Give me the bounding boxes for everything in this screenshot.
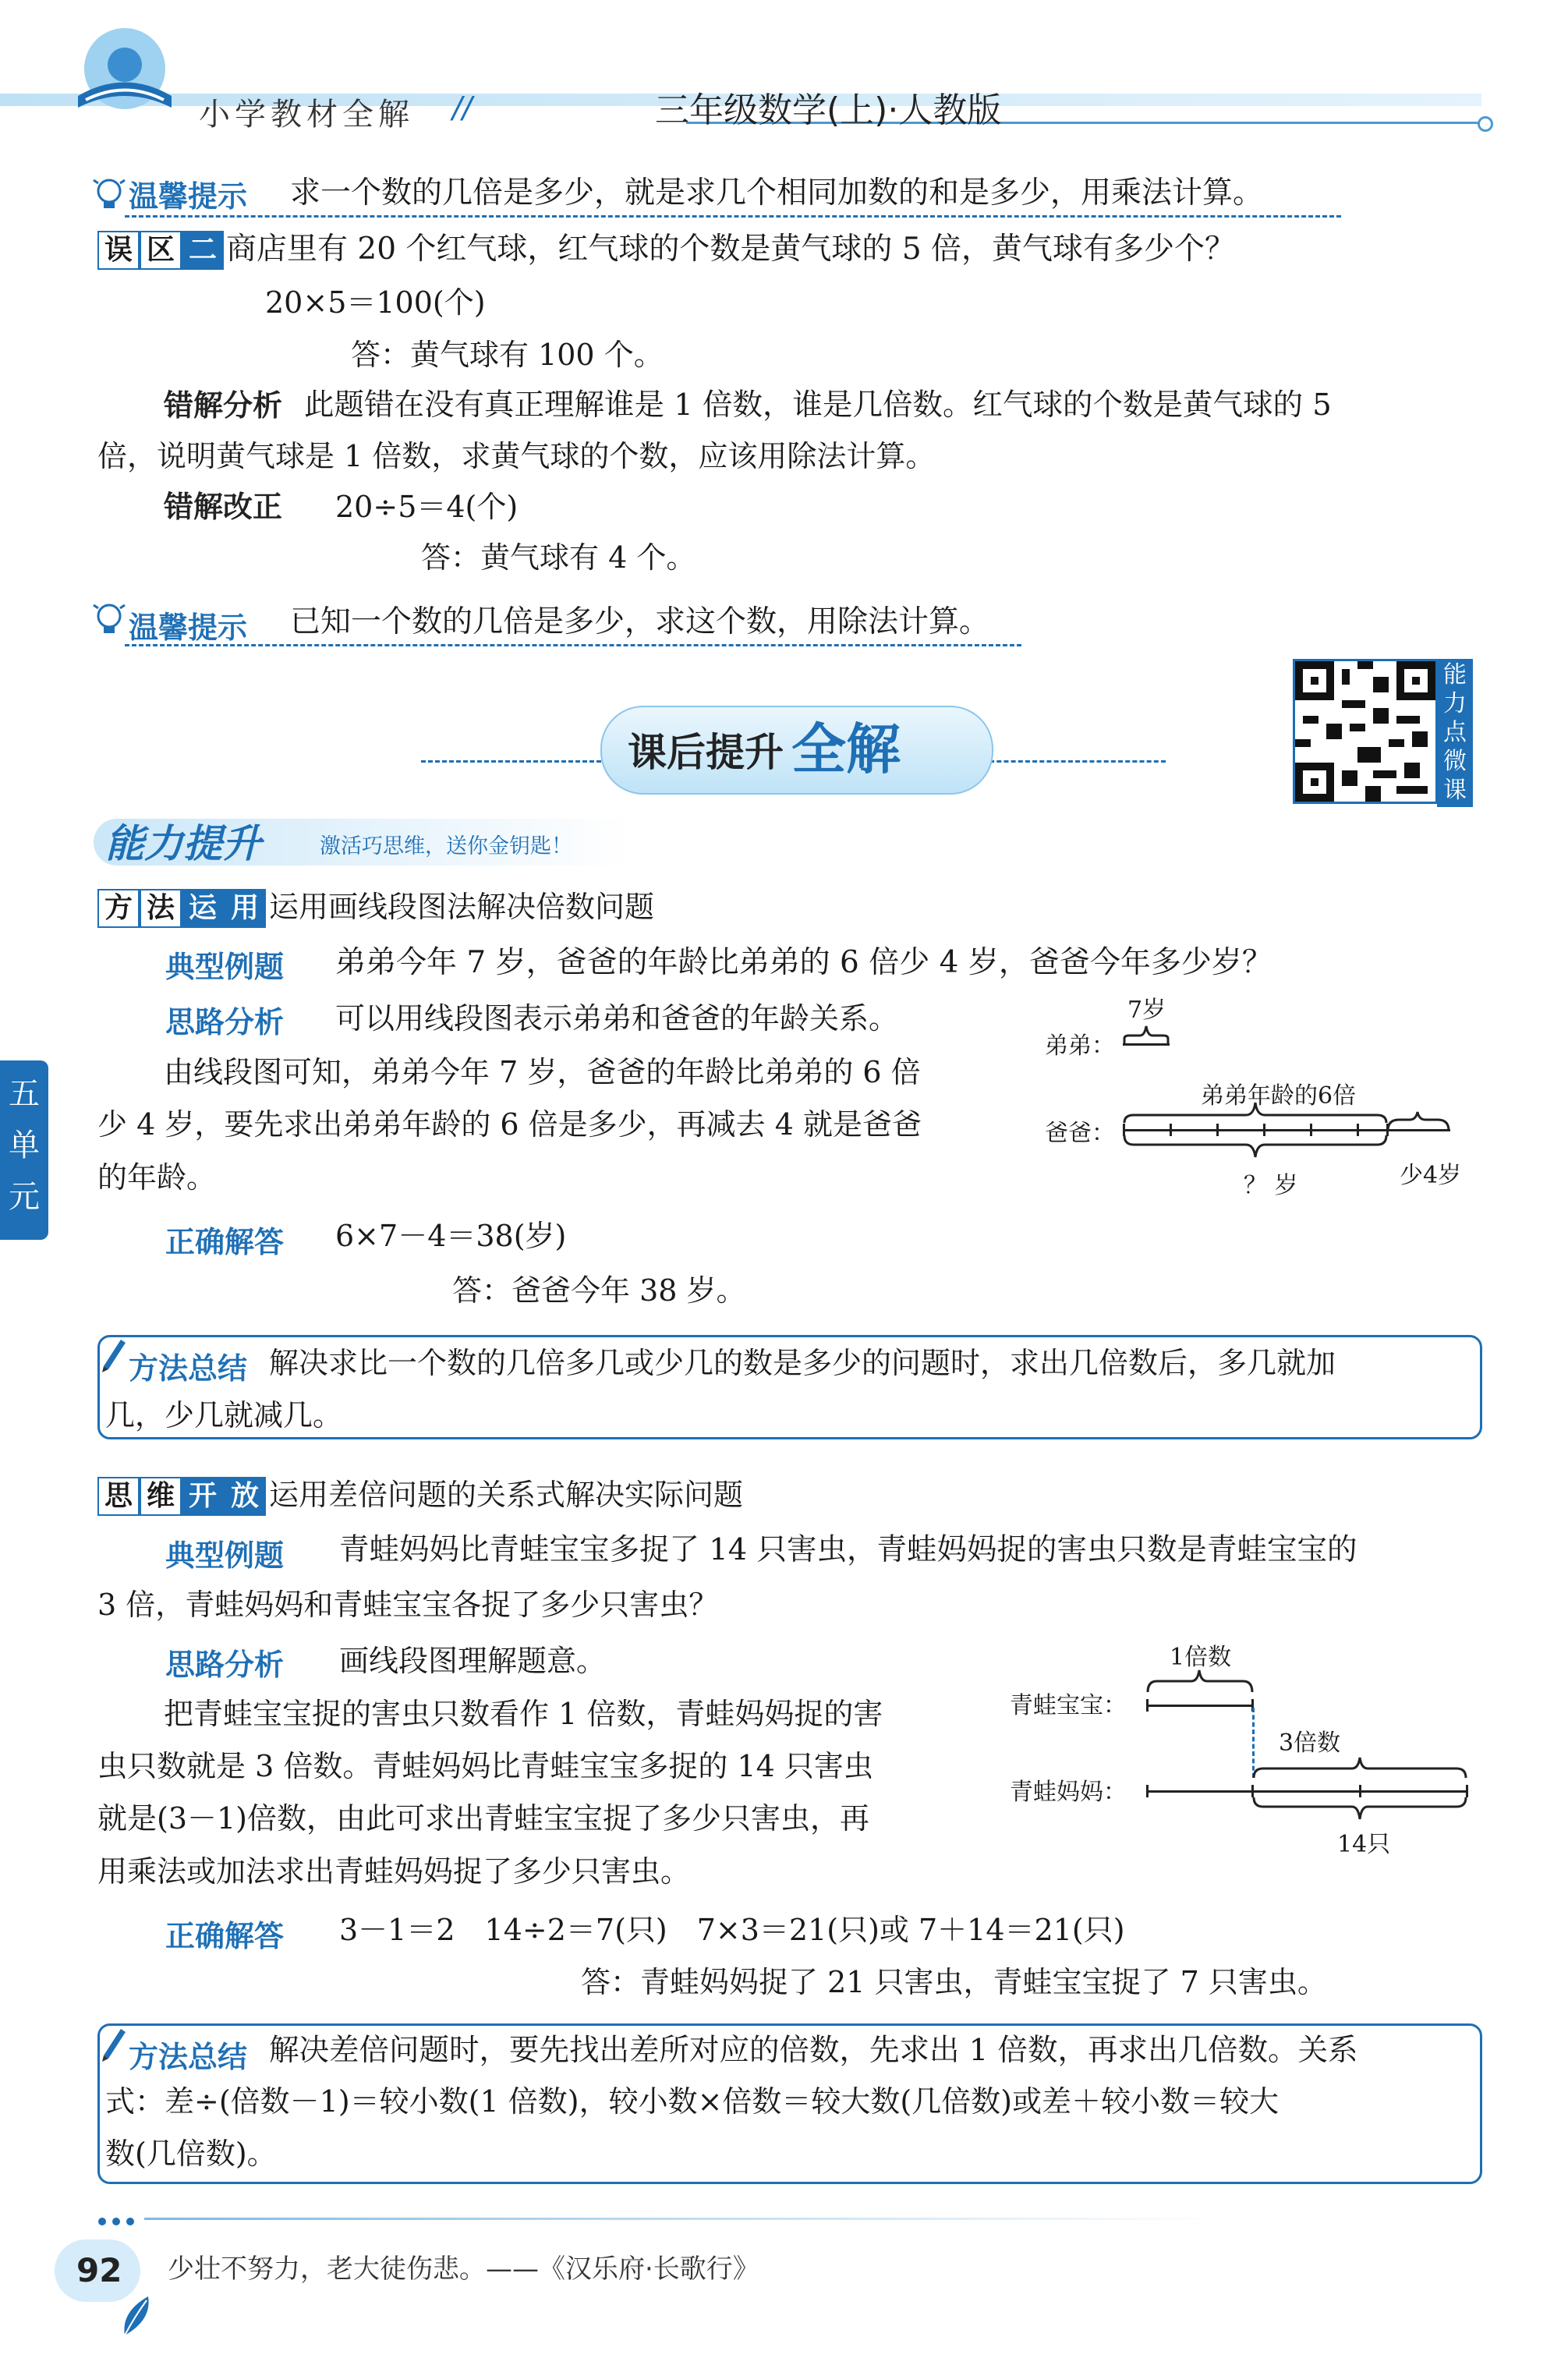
banner-line-left	[421, 760, 608, 763]
summary-2-line-3: 数(几倍数)。	[105, 2137, 277, 2171]
summary-2-label: 方法总结	[129, 2040, 248, 2074]
header-line-end	[1478, 116, 1493, 132]
mom-tick	[1146, 1785, 1149, 1797]
summary-2-line-1: 解决差倍问题时，要先找出差所对应的倍数，先求出 1 倍数，再求出几倍数。关系	[269, 2033, 1358, 2068]
dad-label: 爸爸：	[1045, 1120, 1115, 1147]
header-series: 小学教材全解	[199, 97, 414, 133]
tip-2-text: 已知一个数的几倍是多少，求这个数，用除法计算。	[290, 604, 990, 639]
thinking-example-line-2: 3 倍，青蛙妈妈和青蛙宝宝各捉了多少只害虫？	[97, 1588, 719, 1622]
less-brace	[1386, 1109, 1457, 1140]
age-diagram	[1045, 990, 1481, 1209]
method-answer-calc: 6×7－4＝38(岁)	[335, 1219, 567, 1253]
method-answer-text: 答：爸爸今年 38 岁。	[452, 1273, 746, 1308]
method-title: 运用画线段图法解决倍数问题	[269, 890, 655, 924]
tip-1-label: 温馨提示	[129, 179, 248, 214]
analysis-label: 思路分析	[165, 1005, 285, 1039]
brother-brace	[1123, 1021, 1170, 1053]
banner-line-right	[982, 760, 1166, 763]
analysis-line-1: 此题错在没有真正理解谁是 1 倍数，谁是几倍数。红气球的个数是黄气球的 5	[304, 388, 1332, 423]
thinking-analysis-line-2: 虫只数就是 3 倍数。青蛙妈妈比青蛙宝宝多捉的 14 只害虫	[97, 1749, 873, 1783]
wrong-answer: 答：黄气球有 100 个。	[351, 338, 664, 372]
brother-age: 7岁	[1127, 997, 1166, 1024]
tip-1-text: 求一个数的几倍是多少，就是求几个相同加数的和是多少，用乘法计算。	[290, 175, 1264, 211]
example-label: 典型例题	[165, 1538, 285, 1573]
mistake-2-question: 商店里有 20 个红气球，红气球的个数是黄气球的 5 倍，黄气球有多少个？	[226, 232, 1236, 267]
footer-dots	[97, 2215, 144, 2229]
footer-quote: 少壮不努力，老大徒伤悲。——《汉乐府·长歌行》	[168, 2253, 759, 2285]
footer-line	[144, 2218, 1220, 2220]
logo-icon	[62, 22, 187, 123]
thinking-example-line-1: 青蛙妈妈比青蛙宝宝多捉了 14 只害虫，青蛙妈妈捉的害虫只数是青蛙宝宝的	[339, 1532, 1357, 1567]
mom-segment	[1146, 1790, 1467, 1793]
pencil-icon	[97, 2024, 129, 2066]
qr-code[interactable]	[1293, 659, 1438, 804]
thinking-answer-calc: 3－1＝2 14÷2＝7(只) 7×3＝21(只)或 7＋14＝21(只)	[339, 1913, 1125, 1947]
header-book-title: 三年级数学(上)·人教版	[655, 90, 1002, 130]
one-times-brace	[1146, 1667, 1255, 1695]
summary-1-label: 方法总结	[129, 1351, 248, 1386]
question-label: ？ 岁	[1244, 1172, 1298, 1199]
leaf-icon	[117, 2292, 156, 2342]
six-times-brace	[1123, 1098, 1388, 1129]
method-analysis-line-3: 的年龄。	[97, 1160, 217, 1195]
bulb-icon	[92, 175, 126, 218]
method-analysis-line-2: 少 4 岁，要先求出弟弟年龄的 6 倍是多少，再减去 4 就是爸爸	[97, 1107, 922, 1142]
answer-label: 正确解答	[165, 1225, 285, 1259]
pencil-icon	[97, 1335, 129, 1377]
six-times-label: 弟弟年龄的6倍	[1201, 1082, 1357, 1110]
banner-text-a: 课后提升	[628, 730, 784, 775]
analysis-line-2: 倍，说明黄气球是 1 倍数，求黄气球的个数，应该用除法计算。	[97, 439, 936, 473]
page-number: 92	[76, 2251, 122, 2289]
example-label: 典型例题	[165, 950, 285, 984]
thinking-analysis-line-1: 把青蛙宝宝捉的害虫只数看作 1 倍数，青蛙妈妈捉的害	[164, 1697, 883, 1731]
qr-side-label: 能 力 点 微 课	[1437, 659, 1473, 807]
frog-diagram	[1010, 1637, 1485, 1864]
fix-calc: 20÷5＝4(个)	[335, 490, 519, 524]
diff-brace	[1252, 1796, 1471, 1824]
method-tag: 方 法 运 用	[97, 889, 266, 928]
analysis-label: 思路分析	[165, 1648, 285, 1682]
fix-answer: 答：黄气球有 4 个。	[421, 540, 696, 575]
summary-1-line-2: 几，少几就减几。	[105, 1398, 343, 1432]
thinking-answer-text: 答：青蛙妈妈捉了 21 只害虫，青蛙宝宝捉了 7 只害虫。	[581, 1965, 1327, 1999]
fix-label: 错解改正	[164, 490, 283, 524]
ability-title: 能力提升	[105, 821, 261, 866]
mom-label: 青蛙妈妈：	[1010, 1779, 1127, 1806]
wrong-calc: 20×5＝100(个)	[265, 285, 486, 320]
thinking-title: 运用差倍问题的关系式解决实际问题	[269, 1478, 744, 1512]
brother-segment	[1123, 1043, 1170, 1046]
baby-label: 青蛙宝宝：	[1010, 1692, 1127, 1719]
three-times-brace	[1252, 1753, 1471, 1781]
less-label: 少4岁	[1400, 1162, 1462, 1189]
method-analysis-first: 可以用线段图表示弟弟和爸爸的年龄关系。	[335, 1001, 899, 1036]
baby-segment	[1146, 1705, 1254, 1707]
summary-1-line-1: 解决求比一个数的几倍多几或少几的数是多少的问题时，求出几倍数后，多几就加	[269, 1346, 1336, 1380]
tip-2-label: 温馨提示	[129, 611, 248, 645]
one-times-label: 1倍数	[1170, 1644, 1232, 1671]
thinking-analysis-first: 画线段图理解题意。	[339, 1644, 607, 1678]
answer-label: 正确解答	[165, 1919, 285, 1953]
header-slash-icon: //	[452, 90, 473, 125]
banner-text-b: 全解	[791, 717, 901, 781]
summary-2-line-2: 式：差÷(倍数－1)＝较小数(1 倍数)，较小数×倍数＝较大数(几倍数)或差＋较小数＝较大	[105, 2084, 1280, 2119]
brother-label: 弟弟：	[1045, 1032, 1115, 1060]
thinking-tag: 思 维 开 放	[97, 1477, 266, 1516]
thinking-analysis-line-4: 用乘法或加法求出青蛙妈妈捉了多少只害虫。	[97, 1854, 691, 1889]
ability-slogan: 激活巧思维，送你金钥匙！	[320, 834, 572, 859]
baby-tick	[1146, 1699, 1149, 1712]
tip-1-underline	[125, 215, 1341, 218]
question-brace	[1123, 1134, 1388, 1165]
analysis-label: 错解分析	[164, 388, 283, 423]
thinking-analysis-line-3: 就是(3－1)倍数，由此可求出青蛙宝宝捉了多少只害虫，再	[97, 1801, 870, 1836]
diff-label: 14只	[1337, 1831, 1391, 1858]
tip-2-underline	[125, 644, 1021, 646]
three-times-label: 3倍数	[1279, 1729, 1341, 1757]
side-tab: 五 单 元	[0, 1060, 48, 1240]
method-analysis-line-1: 由线段图可知，弟弟今年 7 岁，爸爸的年龄比弟弟的 6 倍	[164, 1055, 921, 1089]
example-text: 弟弟今年 7 岁，爸爸的年龄比弟弟的 6 倍少 4 岁，爸爸今年多少岁？	[335, 945, 1272, 980]
mistake-2-tag: 误 区 二	[97, 231, 224, 270]
bulb-icon	[92, 600, 126, 643]
